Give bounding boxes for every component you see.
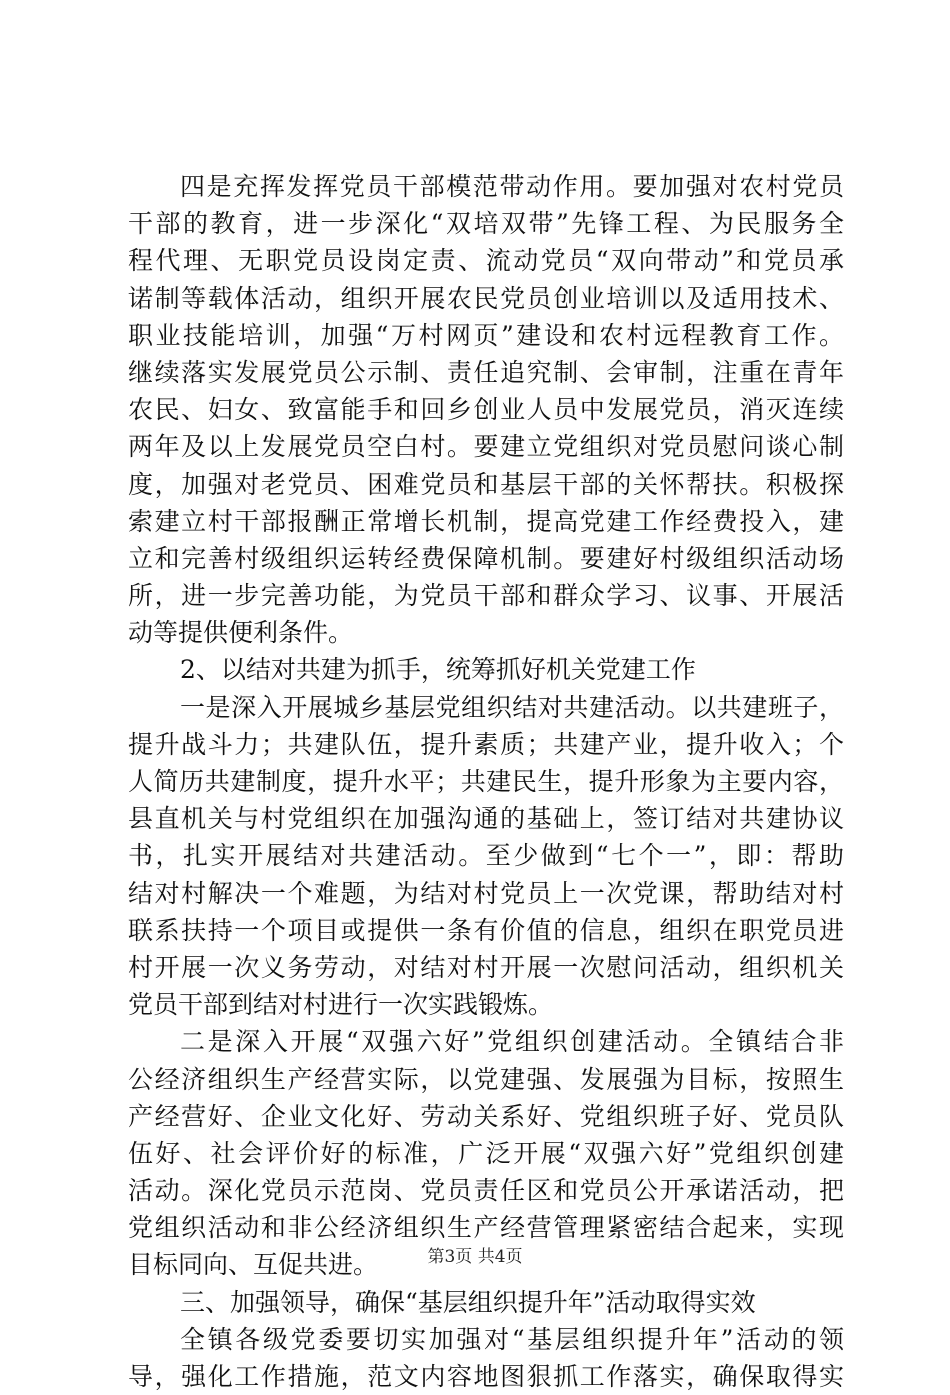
text-line: 联系扶持一个项目或提供一条有价值的信息，组织在职党员进 <box>128 915 844 945</box>
text-line: 四是充挥发挥党员干部模范带动作用。要加强对农村党员 <box>180 172 844 201</box>
document-body <box>128 168 844 1395</box>
text-line: 诺制等载体活动，组织开展农民党员创业培训以及适用技术、 <box>128 283 844 313</box>
text-line: 县直机关与村党组织在加强沟通的基础上，签订结对共建协议 <box>128 804 844 834</box>
text-line: 两年及以上发展党员空白村。要建立党组织对党员慰问谈心制 <box>128 432 844 462</box>
text-line: 干部的教育，进一步深化“双培双带”先锋工程、为民服务全 <box>128 209 844 239</box>
text-line: 农民、妇女、致富能手和回乡创业人员中发展党员，消灭连续 <box>128 395 844 425</box>
text-line: 党组织活动和非公经济组织生产经营管理紧密结合起来，实现 <box>128 1213 844 1243</box>
text-line: 动等提供便利条件。 <box>128 618 354 648</box>
text-line: 产经营好、企业文化好、劳动关系好、党组织班子好、党员队 <box>128 1101 844 1131</box>
text-line: 继续落实发展党员公示制、责任追究制、会审制，注重在青年 <box>128 357 844 387</box>
text-line: 村开展一次义务劳动，对结对村开展一次慰问活动，组织机关 <box>128 952 844 982</box>
text-line: 一是深入开展城乡基层党组织结对共建活动。以共建班子， <box>180 692 844 722</box>
text-line: 度，加强对老党员、困难党员和基层干部的关怀帮扶。积极探 <box>128 469 844 499</box>
text-line: 伍好、社会评价好的标准，广泛开展“双强六好”党组织创建 <box>128 1138 844 1168</box>
text-line: 三、加强领导，确保“基层组织提升年”活动取得实效 <box>180 1287 756 1317</box>
page-footer: 第3页 共4页 <box>427 1247 523 1267</box>
text-line: 提升战斗力；共建队伍，提升素质；共建产业，提升收入；个 <box>128 729 844 759</box>
text-line: 2、以结对共建为抓手，统筹抓好机关党建工作 <box>180 655 696 685</box>
text-line: 导，强化工作措施，范文内容地图狠抓工作落实，确保取得实 <box>128 1362 844 1391</box>
text-line: 书，扎实开展结对共建活动。至少做到“七个一”，即：帮助 <box>128 841 844 871</box>
text-line: 公经济组织生产经营实际，以党建强、发展强为目标，按照生 <box>128 1064 844 1094</box>
text-line: 人简历共建制度，提升水平；共建民生，提升形象为主要内容， <box>128 767 844 796</box>
text-line: 目标同向、互促共进。 <box>128 1250 379 1280</box>
text-line: 活动。深化党员示范岗、党员责任区和党员公开承诺活动，把 <box>128 1176 844 1206</box>
text-line: 职业技能培训，加强“万村网页”建设和农村远程教育工作。 <box>128 320 844 350</box>
text-line: 程代理、无职党员设岗定责、流动党员“双向带动”和党员承 <box>128 246 844 276</box>
text-line: 二是深入开展“双强六好”党组织创建活动。全镇结合非 <box>180 1027 844 1057</box>
text-line: 结对村解决一个难题，为结对村党员上一次党课，帮助结对村 <box>128 878 844 908</box>
text-line: 索建立村干部报酬正常增长机制，提高党建工作经费投入，建 <box>128 506 844 536</box>
text-line: 全镇各级党委要切实加强对“基层组织提升年”活动的领 <box>180 1324 844 1354</box>
text-line: 所，进一步完善功能，为党员干部和群众学习、议事、开展活 <box>128 581 844 611</box>
text-line: 立和完善村级组织运转经费保障机制。要建好村级组织活动场 <box>128 543 844 573</box>
text-line: 党员干部到结对村进行一次实践锻炼。 <box>128 990 554 1020</box>
